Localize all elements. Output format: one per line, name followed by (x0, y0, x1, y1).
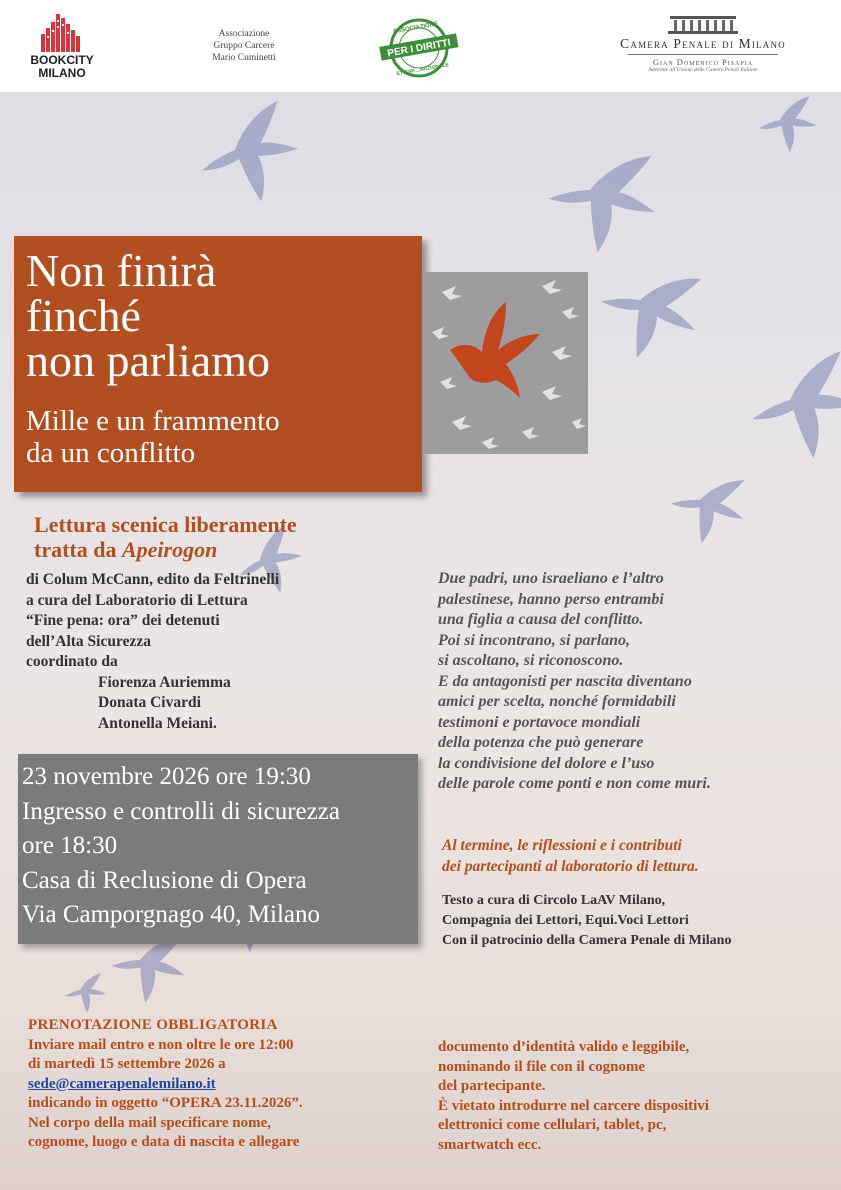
booking-line: indicando in oggetto “OPERA 23.11.2026”. (28, 1095, 303, 1111)
booking-instructions (28, 1016, 428, 1153)
bookcity-logo-line: BOOKCITY (30, 53, 94, 67)
closing-line: dei partecipanti al laboratorio di lettura. (442, 857, 699, 875)
reading-title-line (34, 537, 434, 562)
synopsis-line: si ascoltano, si riconoscono. (438, 652, 624, 669)
credits-block (26, 570, 426, 734)
bookcity-logo (22, 12, 102, 80)
reading-title (34, 512, 434, 562)
synopsis-line: palestinese, hanno perso entrambi (438, 590, 664, 608)
bookcity-logo-line: MILANO (38, 66, 86, 80)
synopsis-line: delle parole come ponti e non come muri. (438, 775, 711, 792)
booking-line: smartwatch ecc. (438, 1136, 542, 1153)
subtitle (26, 405, 422, 469)
text-credits (442, 891, 841, 951)
associazione-logo (196, 28, 292, 64)
bird-silhouette (587, 249, 712, 373)
synopsis-line: Due padri, uno israeliano e l’altro (438, 570, 664, 587)
camera-penale-footnote: Aderente all'Unione delle Camere Penali Italiane (648, 67, 758, 73)
associazione-logo-line: Associazione (218, 29, 270, 39)
credits-line: di Colum McCann, edito da Feltrinelli (26, 571, 280, 588)
per-i-diritti-badge (378, 16, 460, 80)
associazione-logo-line: Mario Cuminetti (212, 53, 276, 63)
per-i-diritti-text: PER I DIRITTI (386, 37, 452, 60)
per-i-diritti-ring-bottom: ETTORI ...NAZIONALE (396, 62, 450, 78)
associazione-logo-line: Gruppo Carcere (213, 41, 275, 51)
closing-note (442, 836, 841, 877)
coordinator-name: Donata Civardi (98, 694, 201, 711)
reading-title-prefix: tratta da (34, 537, 122, 562)
red-dove-icon (422, 272, 588, 454)
bird-silhouette (65, 973, 106, 1013)
credits-line: “Fine pena: ora” dei detenuti (26, 612, 220, 629)
event-entry-time: ore 18:30 (22, 832, 118, 859)
reading-title-line: Lettura scenica liberamente (34, 512, 297, 537)
bird-silhouette (759, 96, 816, 152)
event-address: Via Camporgnago 40, Milano (22, 901, 320, 928)
credits-line: dell’Alta Sicurezza (26, 632, 151, 650)
coordinator-name: Antonella Meiani. (98, 714, 217, 732)
main-title-line: finché (26, 290, 141, 341)
coordinator-name: Fiorenza Auriemma (98, 673, 231, 691)
synopsis-line: la condivisione del dolore e l’uso (438, 754, 655, 772)
book-title: Apeirogon (121, 537, 218, 562)
synopsis-line: Poi si incontrano, si parlano, (438, 631, 631, 649)
synopsis-line: della potenza che può generare (438, 734, 644, 751)
camera-penale-subtitle: Gian Domenico Pisapia (652, 57, 754, 67)
main-title-line: non parliamo (26, 335, 270, 386)
bookcity-skyline-icon (39, 12, 85, 52)
synopsis-line: amici per scelta, nonché formidabili (438, 693, 676, 710)
bird-silhouette (747, 350, 841, 463)
per-i-diritti-logo (378, 16, 460, 80)
courthouse-icon (668, 14, 738, 34)
subtitle-line: da un conflitto (26, 437, 196, 469)
main-title-line: Non finirà (26, 245, 217, 296)
subtitle-line: Mille e un frammento (26, 405, 280, 437)
bird-silhouette (541, 140, 664, 261)
synopsis-line: testimoni e portavoce mondiali (438, 713, 641, 731)
booking-heading: PRENOTAZIONE OBBLIGATORIA (28, 1017, 278, 1033)
synopsis-line: E da antagonisti per nascita diventano (438, 672, 692, 690)
event-info-box (18, 754, 418, 944)
text-credits-line: Testo a cura di Circolo LaAV Milano, (442, 893, 666, 908)
event-date: 23 novembre 2026 ore 19:30 (22, 763, 311, 790)
bird-silhouette (192, 99, 306, 211)
booking-line: di martedì 15 settembre 2026 a (28, 1056, 226, 1072)
title-box (14, 236, 422, 492)
camera-penale-logo (598, 14, 808, 73)
dove-illustration (422, 272, 588, 454)
credits-line: coordinato da (26, 653, 118, 670)
camera-penale-divider (628, 54, 778, 55)
booking-line: È vietato introdurre nel carcere dispositivi (438, 1097, 709, 1114)
synopsis-line: una figlia a causa del conflitto. (438, 611, 644, 628)
booking-line: cognome, luogo e data di nascita e allegare (28, 1134, 300, 1150)
camera-penale-title: Camera Penale di Milano (620, 36, 786, 51)
booking-line: documento d’identità valido e leggibile, (438, 1039, 690, 1055)
booking-line: Nel corpo della mail specificare nome, (28, 1114, 272, 1131)
main-title (26, 245, 422, 386)
bird-silhouette (663, 463, 753, 552)
booking-line: Inviare mail entro e non oltre le ore 12:00 (28, 1036, 294, 1053)
closing-line: Al termine, le riflessioni e i contributi (442, 837, 682, 854)
synopsis (438, 569, 838, 795)
text-credits-line: Compagnia dei Lettori, Equi.Voci Lettori (442, 913, 689, 928)
booking-email-link[interactable]: sede@camerapenalemilano.it (28, 1075, 216, 1092)
booking-line: elettronici come cellulari, tablet, pc, (438, 1117, 667, 1133)
event-entry: Ingresso e controlli di sicurezza (22, 797, 340, 825)
booking-line: del partecipante. (438, 1078, 546, 1094)
booking-line: nominando il file con il cognome (438, 1058, 646, 1075)
per-i-diritti-ring-top: ASSOCIAZIONE (392, 21, 439, 36)
credits-line: a cura del Laboratorio di Lettura (26, 591, 248, 609)
booking-requirements (438, 1038, 838, 1155)
text-credits-line: Con il patrocinio della Camera Penale di Milano (442, 933, 732, 948)
event-venue: Casa di Reclusione di Opera (22, 866, 307, 894)
